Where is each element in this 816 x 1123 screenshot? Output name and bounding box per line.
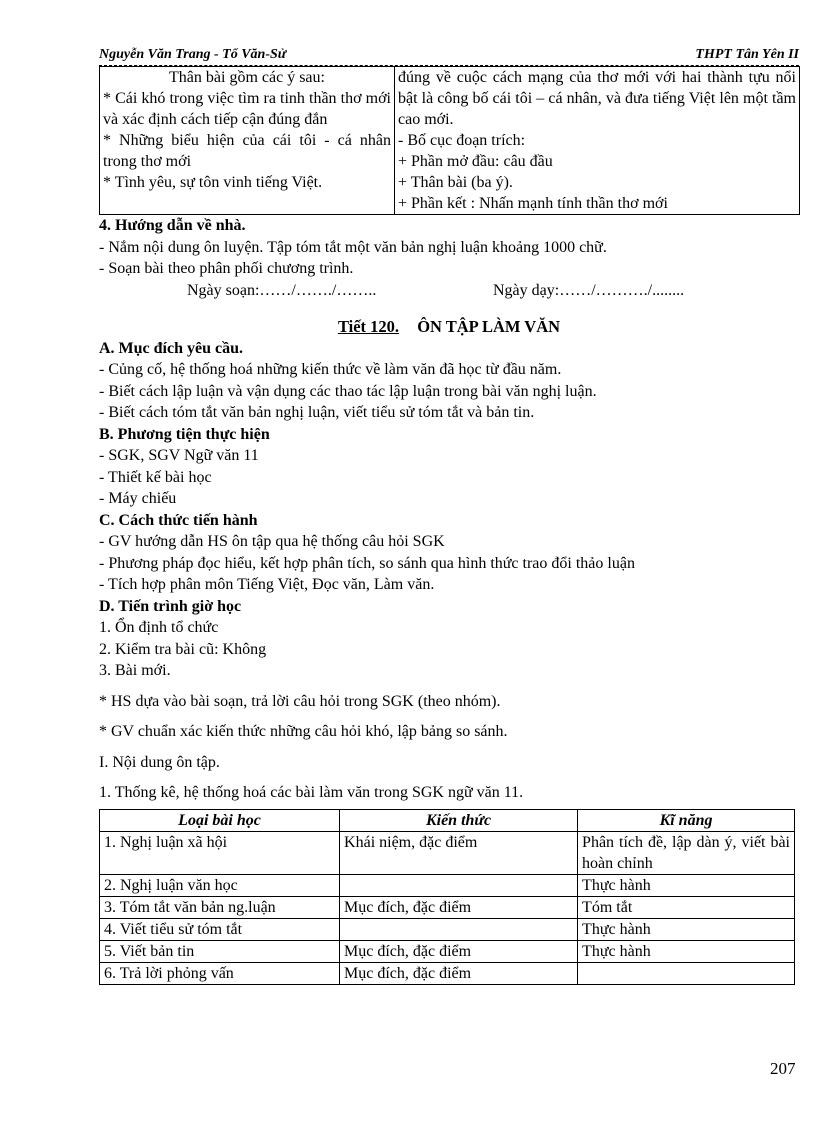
section-heading: C. Cách thức tiến hành — [99, 511, 258, 529]
table-cell: Mục đích, đặc điểm — [340, 940, 578, 962]
cell-line: đúng về cuộc cách mạng của thơ mới với hai thành tựu nổi bật là công bố cái tôi – cá nhân, và đưa tiếng Việt lên một tầm cao mới. — [398, 69, 796, 128]
text-line: I. Nội dung ôn tập. — [99, 753, 220, 771]
table-row — [100, 831, 795, 874]
teach-date: Ngày dạy:……/………./........ — [493, 281, 685, 299]
homework-heading: 4. Hướng dẫn về nhà. — [99, 217, 246, 234]
page-number: 207 — [770, 1059, 796, 1078]
table-cell: 6. Trả lời phỏng vấn — [100, 962, 340, 984]
cell-line: + Phần kết : Nhấn mạnh tính thần thơ mới — [398, 195, 668, 212]
text-line: 1. Thống kê, hệ thống hoá các bài làm văn trong SGK ngữ văn 11. — [99, 784, 524, 801]
lesson-title — [99, 316, 799, 338]
notes-section — [99, 691, 799, 804]
table-row — [100, 874, 795, 896]
table-cell: 1. Nghị luận xã hội — [100, 831, 340, 874]
table-cell: Khái niệm, đặc điểm — [340, 831, 578, 874]
section-d — [99, 596, 799, 682]
top-table — [99, 66, 800, 215]
table-cell: Thực hành — [578, 874, 795, 896]
text-line: - Phương pháp đọc hiểu, kết hợp phân tích, so sánh qua hình thức trao đổi thảo luận — [99, 554, 635, 572]
table-row — [100, 962, 795, 984]
text-line: - Máy chiếu — [99, 490, 177, 507]
text-line: - Tích hợp phân môn Tiếng Việt, Đọc văn, Làm văn. — [99, 576, 435, 593]
table-cell: 3. Tóm tắt văn bản ng.luận — [100, 896, 340, 918]
column-header: Loại bài học — [100, 809, 340, 831]
review-table — [99, 809, 795, 985]
section-heading: A. Mục đích yêu cầu. — [99, 339, 243, 357]
text-line: 2. Kiểm tra bài cũ: Không — [99, 640, 267, 658]
top-table-right-cell — [395, 67, 800, 215]
text-line: - Biết cách lập luận và vận dụng các thao tác lập luận trong bài văn nghị luận. — [99, 382, 597, 400]
homework-section — [99, 215, 799, 280]
text-line: - Nắm nội dung ôn luyện. Tập tóm tắt một văn bản nghị luận khoảng 1000 chữ. — [99, 238, 607, 256]
lesson-name: ÔN TẬP LÀM VĂN — [417, 316, 561, 336]
header-author: Nguyễn Văn Trang - Tổ Văn-Sử — [99, 47, 287, 62]
text-line: 3. Bài mới. — [99, 662, 171, 679]
section-heading: B. Phương tiện thực hiện — [99, 425, 270, 443]
cell-line: - Bố cục đoạn trích: — [398, 132, 526, 149]
text-line: - Soạn bài theo phân phối chương trình. — [99, 260, 354, 277]
table-cell: Thực hành — [578, 940, 795, 962]
table-cell: Mục đích, đặc điểm — [340, 962, 578, 984]
cell-line: * Cái khó trong việc tìm ra tinh thần thơ mới và xác định cách tiếp cận đúng đắn — [103, 90, 391, 128]
lesson-number: Tiết 120. — [337, 316, 400, 336]
table-row — [100, 67, 800, 215]
cell-line: * Tình yêu, sự tôn vinh tiếng Việt. — [103, 174, 323, 191]
table-cell — [340, 918, 578, 940]
prep-date: Ngày soạn:……/……./…….. — [187, 281, 377, 299]
text-line: - Thiết kế bài học — [99, 468, 212, 486]
cell-line: * Những biểu hiện của cái tôi - cá nhân trong thơ mới — [103, 132, 391, 170]
text-line: - Củng cố, hệ thống hoá những kiến thức về làm văn đã học từ đầu năm. — [99, 361, 562, 378]
table-cell: Mục đích, đặc điểm — [340, 896, 578, 918]
table-row — [100, 940, 795, 962]
column-header: Kĩ năng — [578, 809, 795, 831]
section-c — [99, 510, 799, 596]
table-cell — [340, 874, 578, 896]
table-cell: Thực hành — [578, 918, 795, 940]
page — [99, 46, 799, 985]
text-line: - Biết cách tóm tắt văn bản nghị luận, viết tiểu sử tóm tắt và bản tin. — [99, 404, 535, 421]
cell-line: + Thân bài (ba ý). — [398, 174, 513, 191]
section-heading: D. Tiến trình giờ học — [99, 597, 242, 615]
page-header — [99, 46, 799, 66]
table-cell — [578, 962, 795, 984]
cell-line: Thân bài gồm các ý sau: — [169, 69, 325, 86]
column-header: Kiến thức — [340, 809, 578, 831]
table-cell: Phân tích đề, lập dàn ý, viết bài hoàn chỉnh — [578, 831, 795, 874]
date-line — [99, 280, 799, 302]
table-cell: 2. Nghị luận văn học — [100, 874, 340, 896]
text-line: 1. Ổn định tổ chức — [99, 619, 219, 636]
table-cell: Tóm tắt — [578, 896, 795, 918]
table-cell: 4. Viết tiểu sử tóm tắt — [100, 918, 340, 940]
text-line: - SGK, SGV Ngữ văn 11 — [99, 447, 259, 464]
table-row — [100, 896, 795, 918]
cell-line: + Phần mở đầu: câu đầu — [398, 153, 553, 170]
text-line: * GV chuẩn xác kiến thức những câu hỏi khó, lập bảng so sánh. — [99, 723, 508, 740]
top-table-left-cell — [100, 67, 395, 215]
text-line: * HS dựa vào bài soạn, trả lời câu hỏi trong SGK (theo nhóm). — [99, 692, 501, 710]
text-line: - GV hướng dẫn HS ôn tập qua hệ thống câu hỏi SGK — [99, 533, 445, 550]
table-header-row — [100, 809, 795, 831]
table-row — [100, 918, 795, 940]
table-cell: 5. Viết bản tin — [100, 940, 340, 962]
section-a — [99, 338, 799, 424]
section-b — [99, 424, 799, 510]
header-school: THPT Tân Yên II — [695, 47, 799, 62]
